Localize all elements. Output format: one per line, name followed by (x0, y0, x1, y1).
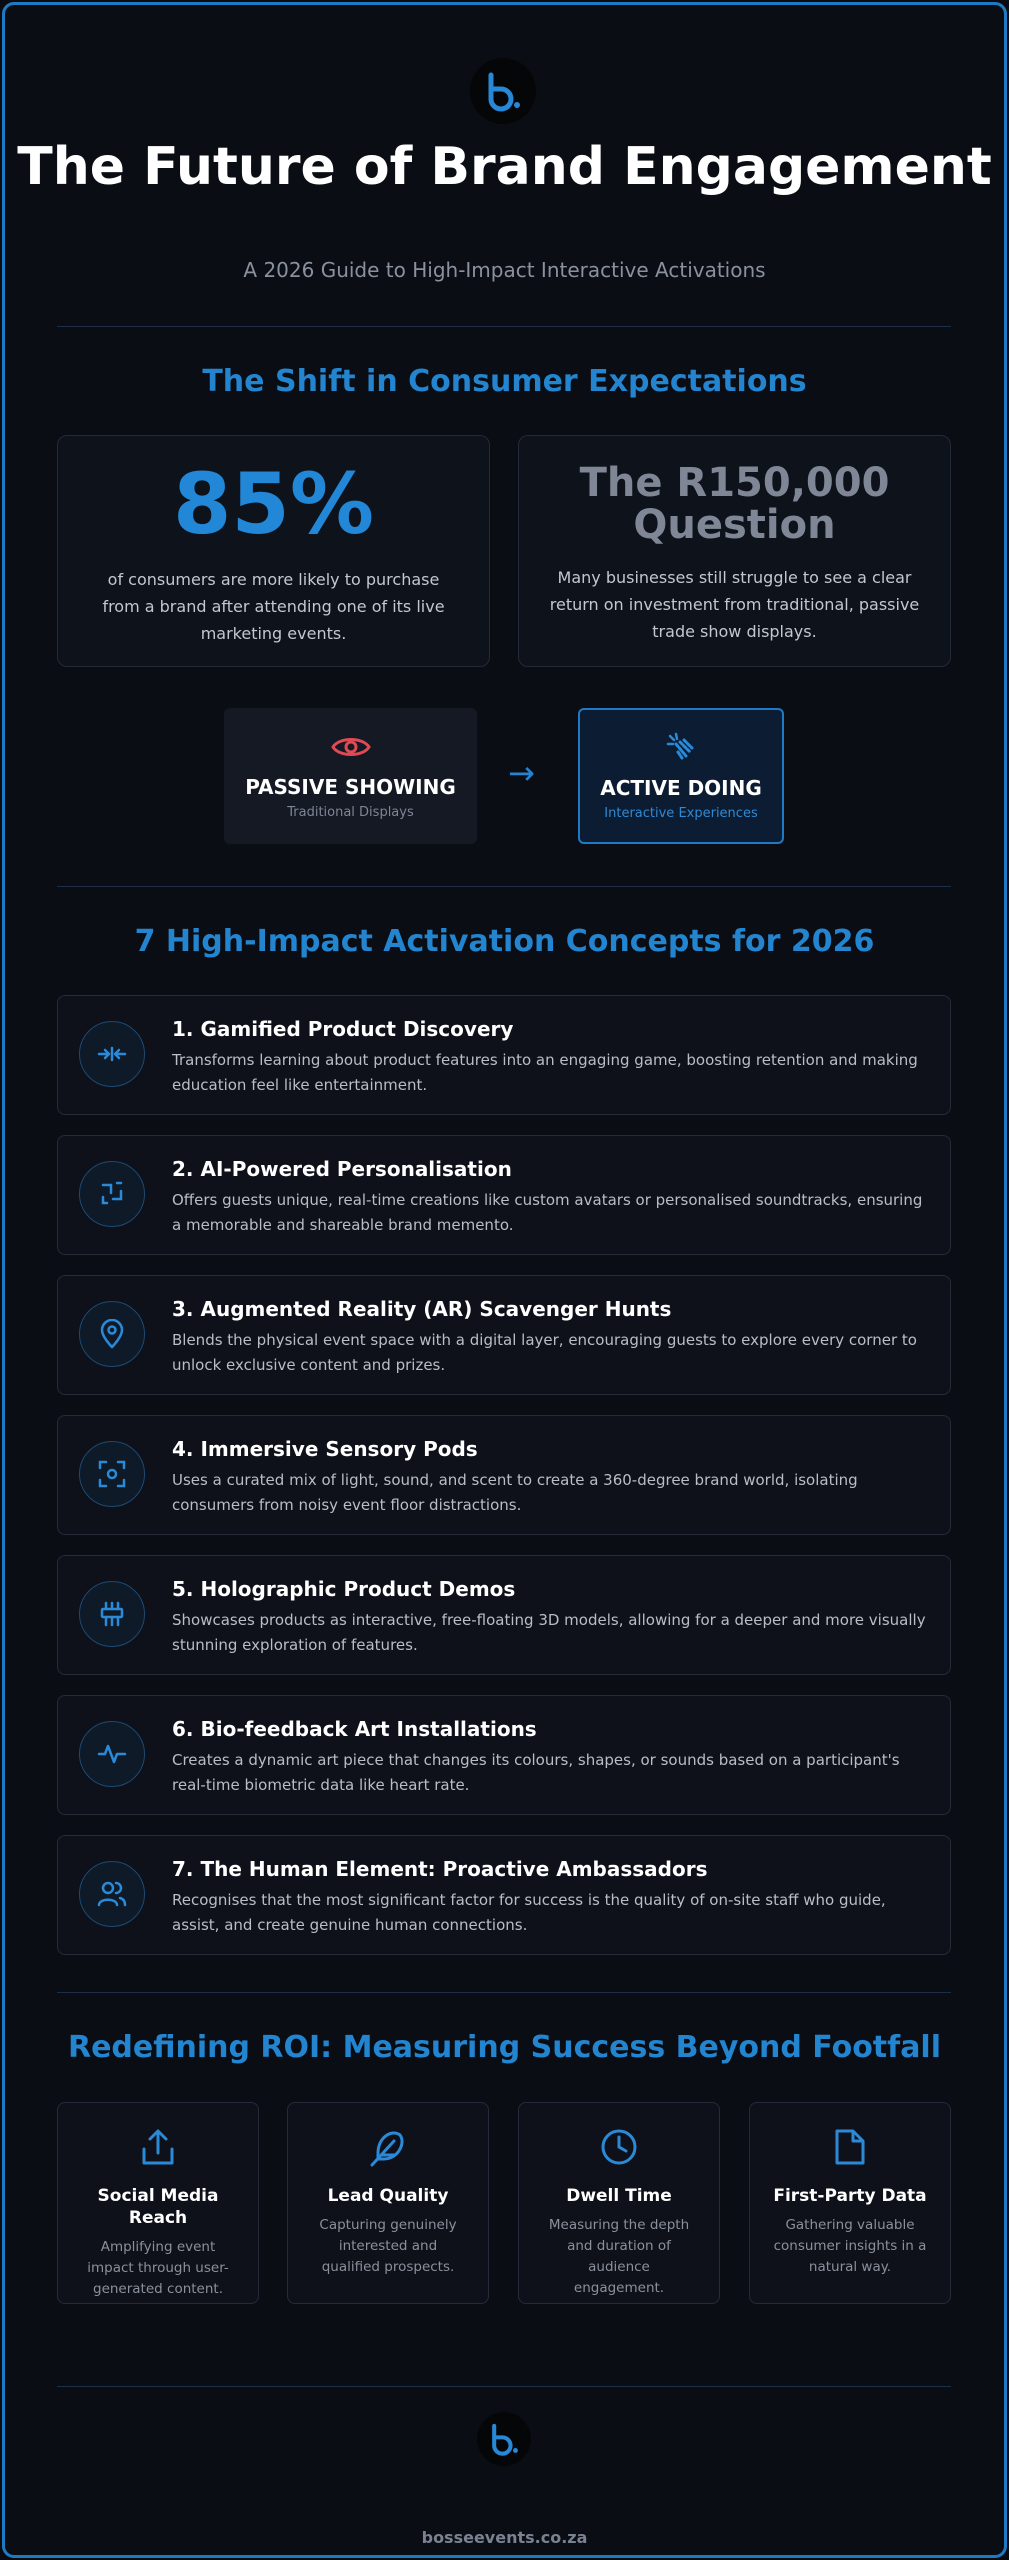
clock-icon (519, 2127, 719, 2167)
divider (57, 2386, 951, 2387)
concept-desc: Showcases products as interactive, free-floating 3D models, allowing for a deeper and more visually stunning exploration of features. (172, 1611, 926, 1654)
stat-value: The R150,000 Question (579, 460, 890, 548)
passive-sub: Traditional Displays (287, 804, 414, 820)
concept-card-gamified (57, 995, 951, 1115)
roi-title: Social Media Reach (97, 2186, 219, 2228)
section-title-shift: The Shift in Consumer Expectations (202, 364, 807, 399)
focus-icon (79, 1441, 145, 1507)
roi-card-lead (287, 2102, 489, 2304)
concept-card-ambassadors (57, 1835, 951, 1955)
touch-icon (664, 732, 698, 766)
arrow-right-icon: → (508, 754, 535, 792)
stat-value: 85% (172, 455, 375, 553)
roi-desc: Capturing genuinely interested and qualified prospects. (319, 2217, 457, 2275)
concept-desc: Recognises that the most significant factor for success is the quality of on-site staff who guide, assist, and create genuine human connections. (172, 1891, 886, 1934)
stat-desc: of consumers are more likely to purchase from a brand after attending one of its live marketing events. (102, 570, 445, 643)
concept-title: 7. The Human Element: Proactive Ambassadors (172, 1857, 708, 1881)
stat-desc: Many businesses still struggle to see a clear return on investment from traditional, passive trade show displays. (549, 568, 920, 641)
eye-icon (331, 733, 371, 765)
feather-icon (288, 2127, 488, 2167)
active-label: ACTIVE DOING (600, 775, 762, 800)
section-title-roi: Redefining ROI: Measuring Success Beyond Footfall (67, 2030, 942, 2065)
hologram-icon (79, 1581, 145, 1647)
share-icon (58, 2127, 258, 2167)
concept-title: 6. Bio-feedback Art Installations (172, 1717, 537, 1741)
stat-card-85 (57, 435, 490, 667)
passive-showing-box (224, 708, 477, 844)
passive-label: PASSIVE SHOWING (245, 774, 456, 799)
footer-url[interactable]: bosseevents.co.za (421, 2528, 588, 2547)
page-subtitle: A 2026 Guide to High-Impact Interactive Activations (243, 258, 766, 282)
divider (57, 886, 951, 887)
roi-desc: Measuring the depth and duration of audience engagement. (548, 2217, 690, 2296)
roi-title: Lead Quality (327, 2186, 449, 2206)
concept-card-sensory (57, 1415, 951, 1535)
active-sub: Interactive Experiences (604, 805, 758, 821)
concept-desc: Uses a curated mix of light, sound, and scent to create a 360-degree brand world, isolating consumers from noisy event floor distractions. (172, 1471, 858, 1514)
roi-card-dwell (518, 2102, 720, 2304)
concept-desc: Offers guests unique, real-time creations like custom avatars or personalised soundtracks, ensuring a memorable and shareable brand memento. (172, 1191, 923, 1234)
roi-card-data (749, 2102, 951, 2304)
concept-card-holographic (57, 1555, 951, 1675)
concept-title: 4. Immersive Sensory Pods (172, 1437, 478, 1461)
map-pin-icon (79, 1301, 145, 1367)
arrows-icon (79, 1021, 145, 1087)
footer-logo (477, 2412, 531, 2466)
concept-title: 2. AI-Powered Personalisation (172, 1157, 512, 1181)
concept-card-ar (57, 1275, 951, 1395)
divider (57, 1992, 951, 1993)
page-title: The Future of Brand Engagement (17, 137, 992, 197)
section-title-concepts: 7 High-Impact Activation Concepts for 2026 (134, 924, 875, 959)
file-icon (750, 2127, 950, 2167)
roi-title: Dwell Time (566, 2186, 672, 2206)
roi-desc: Amplifying event impact through user-generated content. (87, 2239, 229, 2297)
roi-desc: Gathering valuable consumer insights in a natural way. (773, 2217, 927, 2275)
stat-card-question (518, 435, 951, 667)
concept-desc: Creates a dynamic art piece that changes its colours, shapes, or sounds based on a participant's real-time biometric data like heart rate. (172, 1751, 900, 1794)
roi-title: First-Party Data (773, 2186, 927, 2206)
concept-card-ai (57, 1135, 951, 1255)
active-doing-box (578, 708, 784, 844)
concept-card-biofeedback (57, 1695, 951, 1815)
pulse-icon (79, 1721, 145, 1787)
concept-title: 5. Holographic Product Demos (172, 1577, 516, 1601)
ai-icon (79, 1161, 145, 1227)
concept-title: 1. Gamified Product Discovery (172, 1017, 514, 1041)
divider (57, 326, 951, 327)
brand-logo (470, 58, 536, 124)
roi-card-social (57, 2102, 259, 2304)
concept-desc: Blends the physical event space with a digital layer, encouraging guests to explore every corner to unlock exclusive content and prizes. (172, 1331, 917, 1374)
users-icon (79, 1861, 145, 1927)
concept-desc: Transforms learning about product features into an engaging game, boosting retention and making education feel like entertainment. (172, 1051, 918, 1094)
concept-title: 3. Augmented Reality (AR) Scavenger Hunts (172, 1297, 672, 1321)
